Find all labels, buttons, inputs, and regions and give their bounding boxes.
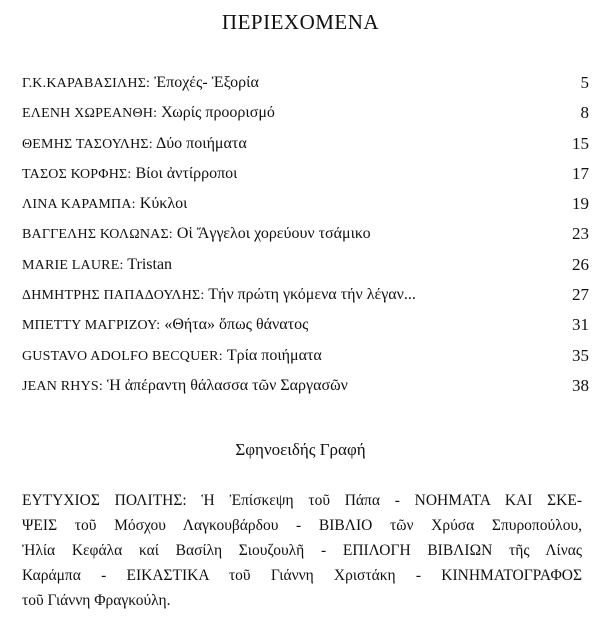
toc-page-number: 23: [572, 224, 589, 244]
toc-entry: [22, 254, 589, 284]
paragraph-line: ΕΥΤΥΧΙΟΣ ΠΟΛΙΤΗΣ: Ἡ Ἐπίσκεψη τοῦ Πάπα - ΝΟΗΜΑΤΑ ΚΑΙ ΣΚΕ-: [22, 492, 582, 509]
toc-entry: [22, 72, 589, 102]
toc-entry: [22, 133, 589, 163]
toc-entry-text: [22, 284, 416, 307]
table-of-contents: [22, 72, 589, 405]
paragraph-line: τοῦ Γιάννη Φραγκούλη.: [22, 592, 171, 609]
toc-entry: [22, 345, 589, 375]
toc-work-title: Τρία ποιήματα: [226, 346, 322, 364]
toc-work-title: Τήν πρώτη γκόμενα τήν λέγαν...: [208, 286, 416, 304]
toc-page-number: 27: [572, 285, 589, 305]
toc-work-title: Ἡ ἀπέραντη θάλασσα τῶν Σαργασῶν: [106, 376, 348, 394]
toc-entry-text: [22, 345, 322, 368]
toc-page-number: 5: [580, 73, 589, 92]
page-title: ΠΕΡΙΕΧΟΜΕΝΑ: [221, 10, 380, 34]
toc-page-number: 8: [580, 103, 589, 123]
section-paragraph: [22, 488, 582, 613]
toc-entry: [22, 284, 589, 314]
toc-author: ΔΗΜΗΤΡΗΣ ΠΑΠΑΔΟΥΛΗΣ:: [22, 288, 205, 304]
toc-page-number: 35: [572, 345, 589, 365]
toc-entry-text: [22, 314, 308, 337]
toc-page-number: 15: [572, 133, 589, 153]
toc-page-number: 38: [572, 375, 589, 395]
toc-entry-text: [22, 223, 371, 246]
toc-author: GUSTAVO ADOLFO BECQUER:: [22, 348, 223, 364]
toc-work-title: Χωρίς προορισμό: [161, 104, 275, 122]
paragraph-line: Ἠλία Κεφάλα καί Βασίλη Σιουζουλῆ - ΕΠΙΛΟΓΗ ΒΙΒΛΙΩΝ τῆς Λίνας: [22, 542, 582, 559]
toc-author: ΕΛΕΝΗ ΧΩΡΕΑΝΘΗ:: [22, 106, 158, 122]
toc-work-title: Βίοι ἀντίρροποι: [135, 164, 238, 182]
paragraph-line: ΨΕΙΣ τοῦ Μόσχου Λαγκουβάρδου - ΒΙΒΛΙΟ τῶν Χρύσα Σπυροπούλου,: [22, 517, 582, 534]
toc-entry: [22, 375, 589, 405]
toc-entry-text: [22, 72, 259, 95]
toc-work-title: Tristan: [127, 255, 173, 273]
toc-work-title: Δύο ποιήματα: [155, 134, 247, 152]
toc-entry: [22, 102, 589, 132]
toc-entry: [22, 314, 589, 344]
toc-author: Γ.Κ.ΚΑΡΑΒΑΣΙΛΗΣ:: [22, 76, 151, 91]
toc-entry: [22, 223, 589, 253]
toc-work-title: Οἱ Ἄγγελοι χορεύουν τσάμικο: [176, 225, 371, 243]
toc-author: MARIE LAURE:: [22, 257, 124, 273]
section-title: Σφηνοειδής Γραφή: [235, 440, 366, 459]
toc-entry-text: [22, 163, 237, 186]
toc-work-title: «Θήτα» ὅπως θάνατος: [164, 316, 309, 334]
toc-author: ΒΑΓΓΕΛΗΣ ΚΟΛΩΝΑΣ:: [22, 227, 173, 243]
toc-author: JEAN RHYS:: [22, 378, 103, 394]
toc-page-number: 19: [572, 194, 589, 214]
toc-entry-text: [22, 133, 247, 156]
toc-entry-text: [22, 193, 187, 216]
toc-work-title: Κύκλοι: [139, 195, 188, 213]
toc-entry: [22, 193, 589, 223]
toc-entry-text: [22, 102, 275, 125]
paragraph-line: Καράμπα - ΕΙΚΑΣΤΙΚΑ τοῦ Γιάννη Χριστάκη - ΚΙΝΗΜΑΤΟΓΡΑΦΟΣ: [22, 567, 582, 584]
toc-entry-text: [22, 375, 348, 398]
toc-author: ΛΙΝΑ ΚΑΡΑΜΠΑ:: [22, 197, 136, 213]
toc-page-number: 31: [572, 315, 589, 335]
toc-entry: [22, 163, 589, 193]
toc-author: ΜΠΕΤΤΥ ΜΑΓΡΙΖΟΥ:: [22, 318, 161, 334]
toc-page-number: 26: [572, 254, 589, 274]
toc-entry-text: [22, 254, 172, 277]
toc-work-title: Ἐποχές- Ἐξορία: [154, 74, 259, 91]
toc-author: ΤΑΣΟΣ ΚΟΡΦΗΣ:: [22, 166, 132, 182]
toc-page-number: 17: [572, 163, 589, 183]
toc-author: ΘΕΜΗΣ ΤΑΣΟΥΛΗΣ:: [22, 136, 153, 152]
